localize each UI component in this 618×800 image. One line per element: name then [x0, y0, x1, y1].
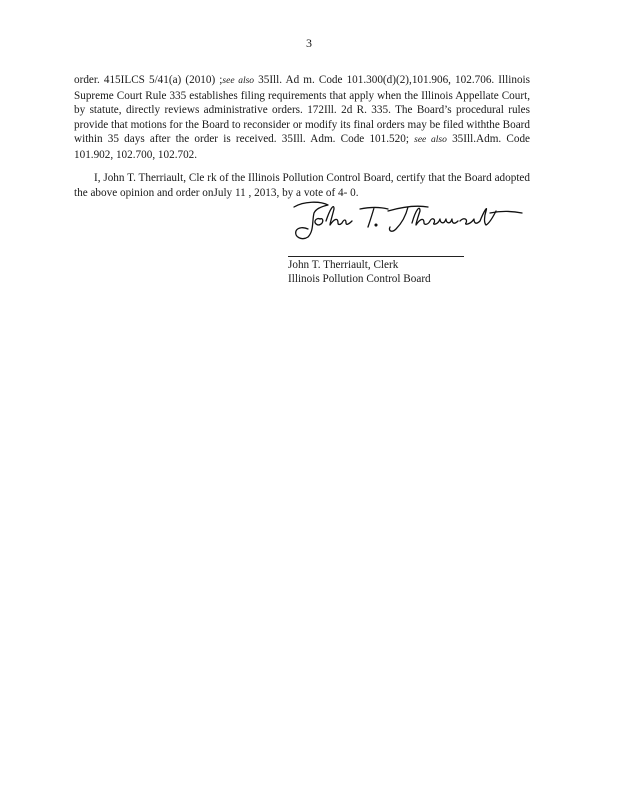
signature-line [288, 256, 464, 257]
see-also-citation-1: see also [222, 76, 255, 86]
handwritten-signature [290, 197, 530, 245]
page-number: 3 [306, 36, 312, 50]
clerk-organization: Illinois Pollution Control Board [288, 272, 431, 285]
paragraph-appeal-rights [74, 73, 530, 163]
see-also-citation-2: see also [414, 135, 447, 146]
paragraph-appeal-rights-part3: 35Ill.Adm. Code 101.902, 102.700, 102.702. [74, 133, 530, 161]
paragraph-certification: I, John T. Therriault, Cle rk of the Illinois Pollution Control Board, certify that the Board adopted the above opinion and order onJuly 11 , 2013, by a vote of 4- 0. [74, 172, 530, 199]
clerk-name: John T. Therriault, Clerk [288, 259, 399, 271]
paragraph-appeal-rights-part2: 35Ill. Ad m. Code 101.300(d)(2),101.906, 102.706. Illinois Supreme Court Rule 335 establishes filing requirements that apply when the Illinois Appellate Court, by statute, directly reviews administrative orders. 172Ill. 2d R. 335. The Board’s procedural rules provide that motions for the Board to reconsider or modify its final orders may be filed withthe Board within 35 days after the order is received. 35Ill. Adm. Code 101.520; [74, 74, 531, 146]
signature-block [288, 259, 431, 286]
paragraph-appeal-rights-part1: order. 415ILCS 5/41(a) (2010) ; [74, 74, 223, 86]
